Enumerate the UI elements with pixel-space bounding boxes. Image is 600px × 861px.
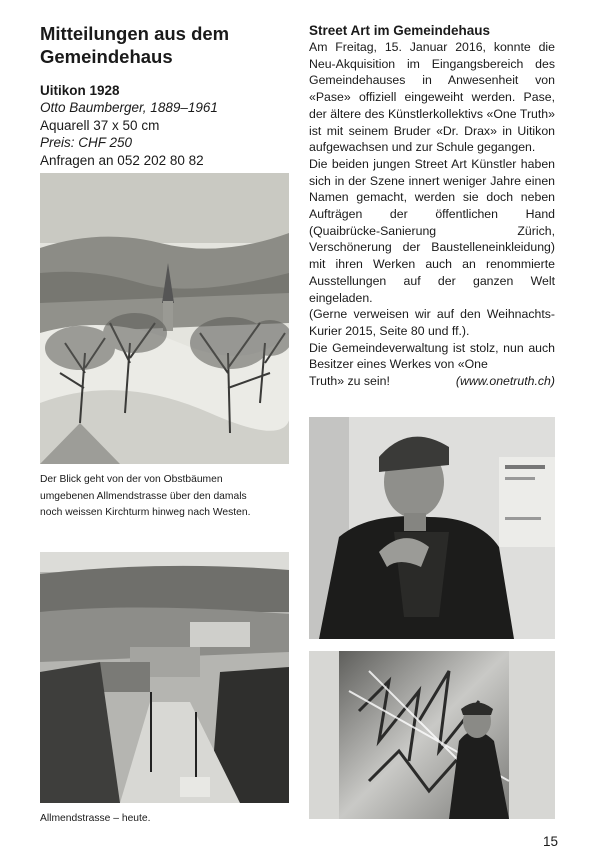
artwork-price: Preis: CHF 250 — [40, 135, 133, 150]
artwork-inquiry: Anfragen an 052 202 80 82 — [40, 152, 204, 168]
title-line-2: Gemeindehaus — [40, 46, 173, 67]
caption-line-2: umgebenen Allmendstrasse über den damals — [40, 490, 247, 502]
artwork-graphic — [309, 651, 555, 819]
article-paragraph-4: Die Gemeindeverwaltung ist stolz, nun auch Besitzer eines Werkes von «One — [309, 340, 555, 372]
title-line-1: Mitteilungen aus dem — [40, 23, 230, 44]
artwork-artist: Otto Baumberger, 1889–1961 — [40, 100, 218, 115]
article-title: Street Art im Gemeindehaus — [309, 23, 491, 38]
street-graphic — [40, 552, 289, 803]
street-caption: Allmendstrasse – heute. — [40, 813, 151, 824]
article-paragraph-4-end: Truth» zu sein! — [309, 374, 390, 389]
left-column — [40, 22, 290, 169]
artwork-photo — [309, 651, 555, 819]
portrait-graphic — [309, 417, 555, 639]
article-paragraph-2: Die beiden jungen Street Art Künstler haben sich in der Szene innert weniger Jahre einen Namen gemacht, werden sie doch neben Aufträgen der öffentlichen Hand (Quaibrücke-Sanierung Zürich, Verschönerung der Baustelleneinkleidung) mit ihren Werken auch an renommierte Ausstellungen auf der ganzen Welt eingeladen. — [309, 156, 555, 305]
painting-image — [40, 173, 289, 464]
article-paragraph-1: Am Freitag, 15. Januar 2016, konnte die Neu-Akquisition im Eingangsbereich des Gemeindehauses in Anwesenheit von «Pase» offiziell eingeweiht werden. Pase, der ältere des Künstlerkollektivs «One Truth» ist mit seinem Bruder «Dr. Drax» in Uitikon aufgewachsen und zur Schule gegangen. — [309, 40, 555, 155]
painting-graphic — [40, 173, 289, 464]
website-link[interactable]: (www.onetruth.ch) — [455, 374, 555, 389]
painting-caption — [40, 472, 295, 522]
right-column — [309, 22, 555, 390]
street-photo — [40, 552, 289, 803]
artwork-medium: Aquarell 37 x 50 cm — [40, 117, 160, 133]
artist-portrait-photo — [309, 417, 555, 639]
page-number: 15 — [543, 834, 559, 849]
caption-line-1: Der Blick geht von der von Obstbäumen — [40, 474, 223, 485]
article-last-line — [309, 373, 555, 390]
article-body — [309, 39, 555, 390]
page-title — [40, 22, 290, 68]
artwork-title: Uitikon 1928 — [40, 83, 120, 98]
article-paragraph-3: (Gerne verweisen wir auf den Weihnachts-Kurier 2015, Seite 80 und ff.). — [309, 307, 555, 338]
caption-line-3: noch weissen Kirchturm hinweg nach Westen. — [40, 507, 251, 518]
